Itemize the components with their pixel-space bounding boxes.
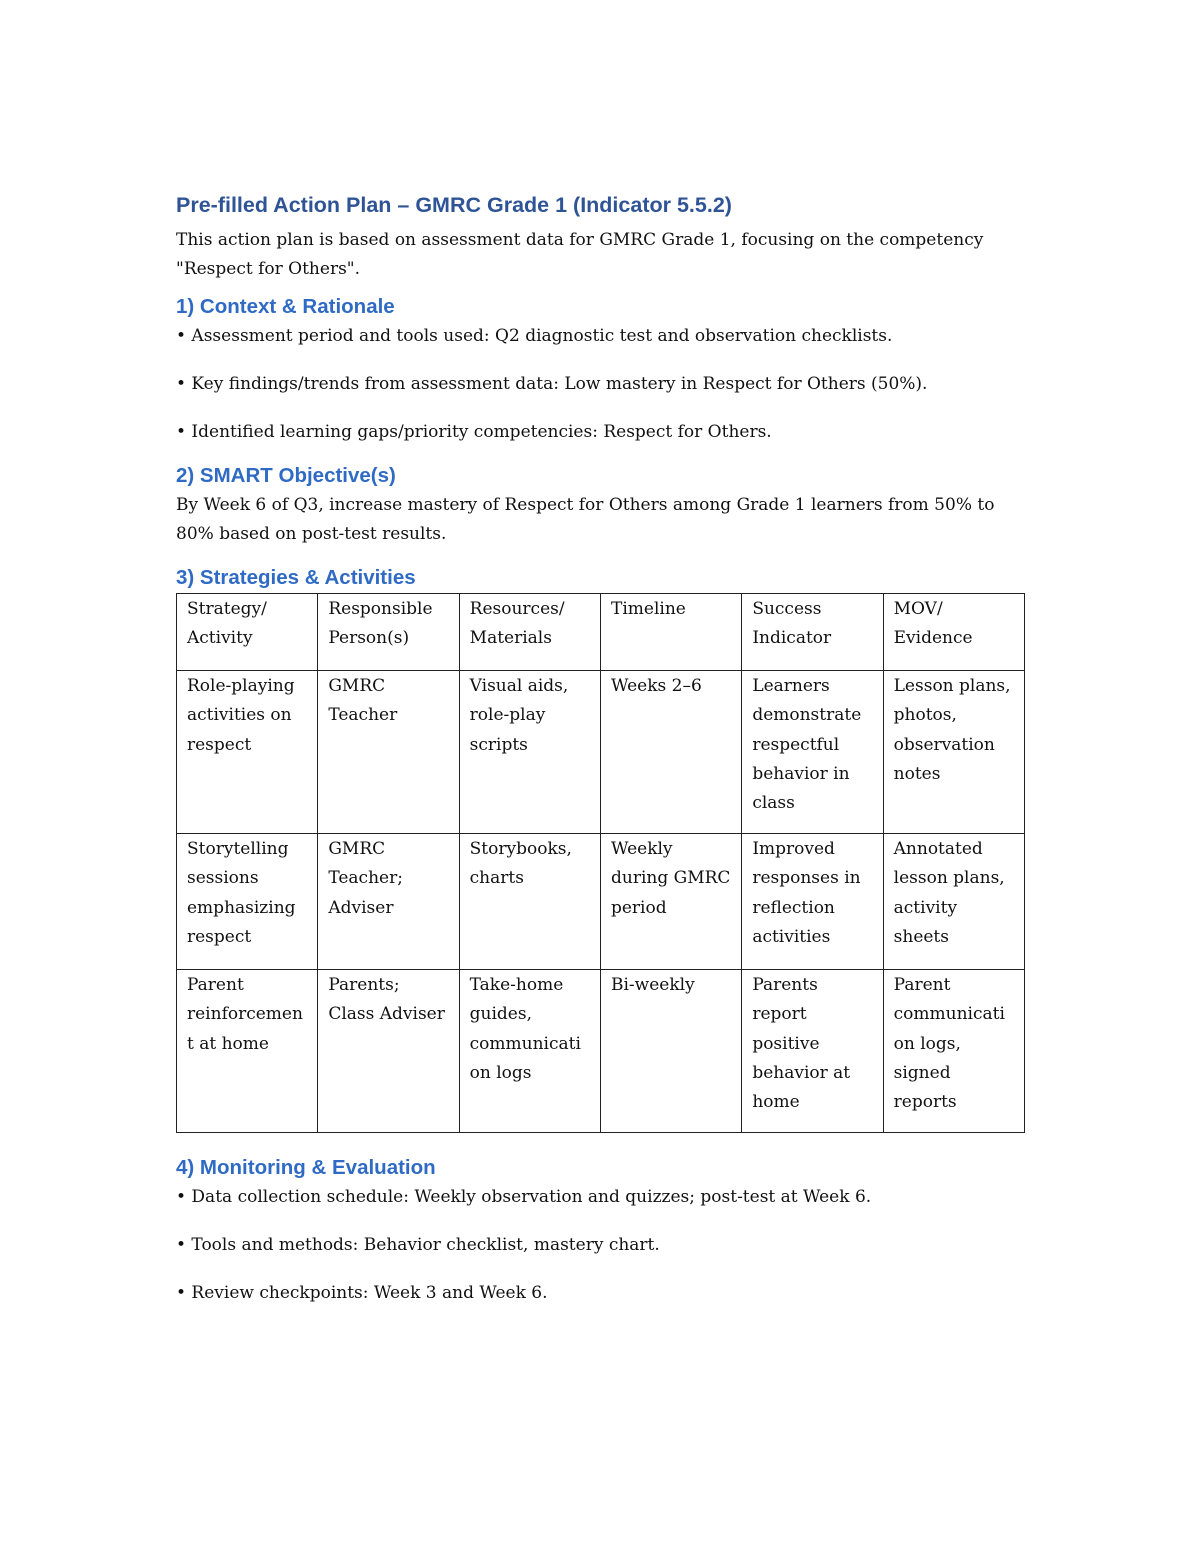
section-heading-smart: 2) SMART Objective(s)	[176, 464, 396, 487]
table-cell: Learners demonstrate respectful behavior in class	[742, 671, 883, 834]
table-row	[177, 970, 1025, 1133]
table-cell: Role-playing activities on respect	[177, 671, 318, 834]
table-cell: Weeks 2–6	[600, 671, 741, 834]
section-heading-context: 1) Context & Rationale	[176, 295, 395, 318]
table-cell: Improved responses in reflection activities	[742, 834, 883, 970]
document-page	[176, 188, 1028, 1308]
bullet-data-collection: • Data collection schedule: Weekly observation and quizzes; post-test at Week 6.	[176, 1187, 872, 1207]
table-cell: Weekly during GMRC period	[600, 834, 741, 970]
table-cell: Storybooks, charts	[459, 834, 600, 970]
table-row	[177, 834, 1025, 970]
table-cell: GMRC Teacher; Adviser	[318, 834, 459, 970]
bullet-tools-methods: • Tools and methods: Behavior checklist, mastery chart.	[176, 1235, 660, 1255]
header-cell-success-indicator: Success Indicator	[742, 594, 883, 671]
table-cell: Storytelling sessions emphasizing respect	[177, 834, 318, 970]
table-row	[177, 671, 1025, 834]
strategies-table	[176, 593, 1025, 1133]
table-cell: Visual aids, role-play scripts	[459, 671, 600, 834]
table-cell: Parents; Class Adviser	[318, 970, 459, 1133]
table-cell: GMRC Teacher	[318, 671, 459, 834]
header-cell-timeline: Timeline	[600, 594, 741, 671]
table-cell: Parent reinforcement at home	[177, 970, 318, 1133]
header-cell-responsible: Responsible Person(s)	[318, 594, 459, 671]
table-cell: Bi-weekly	[600, 970, 741, 1133]
bullet-assessment-period: • Assessment period and tools used: Q2 diagnostic test and observation checklists.	[176, 326, 893, 346]
document-title: Pre-filled Action Plan – GMRC Grade 1 (Indicator 5.5.2)	[176, 193, 732, 217]
bullet-key-findings: • Key findings/trends from assessment data: Low mastery in Respect for Others (50%).	[176, 374, 928, 394]
header-cell-mov: MOV/ Evidence	[883, 594, 1024, 671]
intro-paragraph: This action plan is based on assessment data for GMRC Grade 1, focusing on the competency "Respect for Others".	[176, 230, 984, 279]
smart-objective-text: By Week 6 of Q3, increase mastery of Respect for Others among Grade 1 learners from 50% to 80% based on post-test results.	[176, 495, 995, 544]
table-header-row	[177, 594, 1025, 671]
bullet-review-checkpoints: • Review checkpoints: Week 3 and Week 6.	[176, 1283, 548, 1303]
table-cell: Annotated lesson plans, activity sheets	[883, 834, 1024, 970]
bullet-learning-gaps: • Identified learning gaps/priority competencies: Respect for Others.	[176, 422, 772, 442]
section-heading-strategies: 3) Strategies & Activities	[176, 566, 416, 589]
section-heading-monitoring: 4) Monitoring & Evaluation	[176, 1156, 436, 1179]
header-cell-resources: Resources/ Materials	[459, 594, 600, 671]
table-cell: Take-home guides, communication logs	[459, 970, 600, 1133]
header-cell-strategy: Strategy/ Activity	[177, 594, 318, 671]
table-cell: Parents report positive behavior at home	[742, 970, 883, 1133]
table-cell: Lesson plans, photos, observation notes	[883, 671, 1024, 834]
table-cell: Parent communication logs, signed reports	[883, 970, 1024, 1133]
